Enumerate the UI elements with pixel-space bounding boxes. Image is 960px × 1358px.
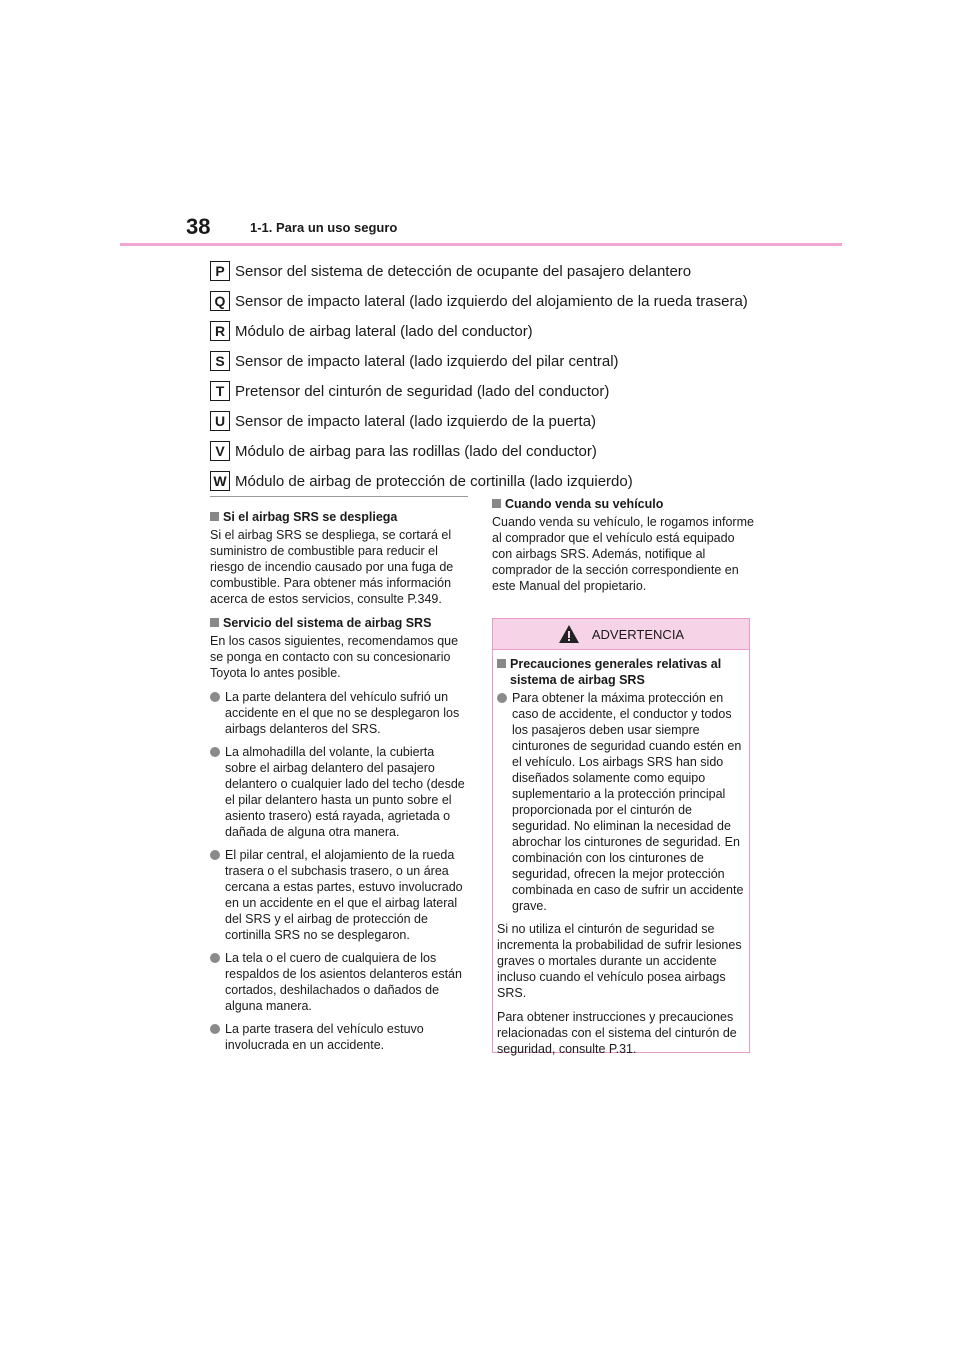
legend-letter: Q [210,291,230,311]
dot-icon [210,953,220,963]
list-item [210,744,468,840]
right-column [492,496,754,602]
list-item-text: La parte trasera del vehículo estuvo involucrada en un accidente. [225,1022,424,1052]
legend-text: Sensor de impacto lateral (lado izquierdo de la puerta) [235,412,597,430]
heading-text: Precauciones generales relativas al sistema de airbag SRS [510,657,722,687]
list-item [210,1021,468,1053]
list-item [210,847,468,943]
left-column [210,496,468,1060]
list-item-text: Para obtener la máxima protección en caso de accidente, el conductor y todos los pasajeros deben usar siempre cinturones de seguridad cuando estén en el vehículo. Los airbags SRS han sido diseñados solamente como equipo suplementario a la protección principal proporcionada por el cinturón de seguridad. No eliminan la necesidad de abrochar los cinturones de seguridad. En combinación con los cinturones de seguridad, ofrecen la mejor protección combinada en caso de sufrir un accidente grave. [512,691,744,913]
dot-icon [210,692,220,702]
square-icon [497,659,506,668]
heading-text: Servicio del sistema de airbag SRS [223,616,432,630]
legend-text: Módulo de airbag lateral (lado del conductor) [235,322,533,340]
list-item [210,689,468,737]
legend-item [210,346,748,376]
header-rule [120,243,842,246]
legend-letter: R [210,321,230,341]
column-rule [210,496,468,497]
square-icon [210,618,219,627]
warning-title: ADVERTENCIA [591,626,685,642]
airbag-service-text: En los casos siguientes, recomendamos que se ponga en contacto con su concesionario Toyota lo antes posible. [210,634,459,680]
legend-text: Pretensor del cinturón de seguridad (lado del conductor) [235,382,610,400]
square-icon [210,512,219,521]
warning-triangle-icon [558,624,580,644]
list-item [210,950,468,1014]
list-item-text: El pilar central, el alojamiento de la rueda trasera o el subchasis trasero, o un área cercana a estas partes, estuvo involucrado en un accidente en el que el airbag lateral del SRS y el airbag de protección de cortinilla SRS no se desplegaron. [225,848,463,942]
square-icon [492,499,501,508]
warning-body [493,650,749,1057]
list-item-text: La almohadilla del volante, la cubierta sobre el airbag delantero del pasajero delantero o cualquier lado del techo (desde el pilar delantero hasta un punto sobre el asiento trasero) está rayada, agrietada o dañada de alguna otra manera. [225,745,465,839]
legend-item [210,436,748,466]
heading-text: Cuando venda su vehículo [505,497,664,511]
airbag-deploy-heading [210,509,468,525]
list-item [497,690,745,914]
legend-text: Sensor del sistema de detección de ocupante del pasajero delantero [235,262,692,280]
legend-text: Sensor de impacto lateral (lado izquierdo del alojamiento de la rueda trasera) [235,292,748,310]
legend-item [210,256,748,286]
component-legend [210,256,748,496]
list-item-text: La parte delantera del vehículo sufrió un accidente en el que no se desplegaron los airbags delanteros del SRS. [225,690,460,736]
legend-letter: P [210,261,230,281]
legend-letter: V [210,441,230,461]
legend-letter: S [210,351,230,371]
legend-letter: T [210,381,230,401]
legend-text: Módulo de airbag para las rodillas (lado del conductor) [235,442,597,460]
selling-vehicle-text: Cuando venda su vehículo, le rogamos informe al comprador que el vehículo está equipado con airbags SRS. Además, notifique al comprador de la sección correspondiente en este Manual del propietario. [492,515,754,593]
airbag-deploy-text: Si el airbag SRS se despliega, se cortará el suministro de combustible para reducir el riesgo de incendio causado por una fuga de combustible. Para obtener más información acerca de estos servicios, consulte P.349. [210,528,454,606]
legend-text: Sensor de impacto lateral (lado izquierdo del pilar central) [235,352,619,370]
warning-heading [497,656,745,688]
airbag-service-heading [210,615,468,631]
page-number: 38 [186,214,211,239]
selling-vehicle-heading [492,496,754,512]
heading-text: Si el airbag SRS se despliega [223,510,398,524]
legend-item [210,316,748,346]
list-item-text: La tela o el cuero de cualquiera de los respaldos de los asientos delanteros están cortados, deshilachados o dañados de alguna manera. [225,951,462,1013]
section-title: 1-1. Para un uso seguro [250,220,398,235]
warning-header [493,619,749,650]
legend-text: Módulo de airbag de protección de cortinilla (lado izquierdo) [235,472,633,490]
warning-box [492,618,750,1056]
legend-item [210,466,748,496]
legend-item [210,376,748,406]
legend-item [210,286,748,316]
legend-letter: U [210,411,230,431]
legend-letter: W [210,471,230,491]
dot-icon [497,693,507,703]
warning-paragraph: Si no utiliza el cinturón de seguridad se incrementa la probabilidad de sufrir lesiones graves o mortales durante un accidente incluso cuando el vehículo posea airbags SRS. [497,922,742,1000]
dot-icon [210,1024,220,1034]
warning-paragraph: Para obtener instrucciones y precauciones relacionadas con el sistema del cinturón de seguridad, consulte P.31. [497,1010,737,1056]
dot-icon [210,747,220,757]
dot-icon [210,850,220,860]
legend-item [210,406,748,436]
